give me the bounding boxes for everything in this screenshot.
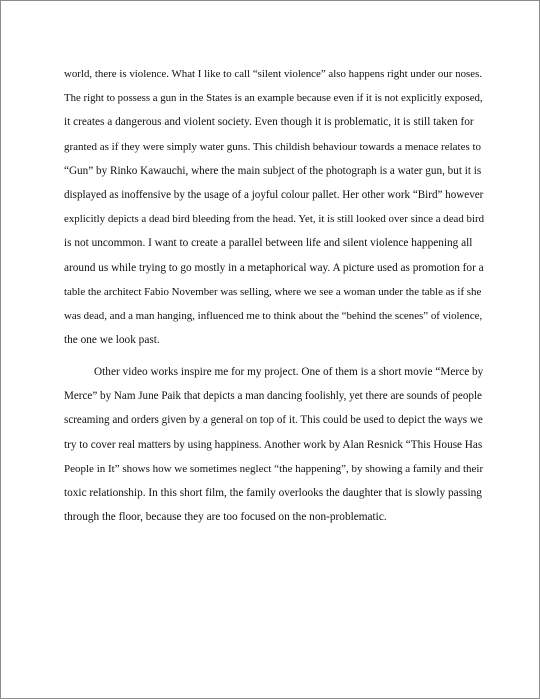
text-line: the one we look past.	[64, 334, 160, 347]
text-line: The right to possess a gun in the States is an example because even if it is not explicitly exposed,	[64, 92, 483, 105]
text-line: screaming and orders given by a general on top of it. This could be used to depict the ways we	[64, 414, 483, 427]
text-line: around us while trying to go mostly in a metaphorical way. A picture used as promotion for a	[64, 261, 484, 274]
text-line: through the floor, because they are too focused on the non-problematic.	[64, 511, 387, 524]
text-line: Merce” by Nam June Paik that depicts a man dancing foolishly, yet there are sounds of people	[64, 390, 482, 403]
text-line: granted as if they were simply water guns. This childish behaviour towards a menace relates to	[64, 140, 482, 153]
text-line: try to cover real matters by using happiness. Another work by Alan Resnick “This House Has	[64, 438, 483, 451]
text-line: People in It” shows how we sometimes neglect “the happening”, by showing a family and their	[64, 462, 484, 475]
text-line: is not uncommon. I want to create a parallel between life and silent violence happening all	[64, 237, 473, 250]
text-line: explicitly depicts a dead bird bleeding from the head. Yet, it is still looked over since a dead bird	[64, 213, 485, 226]
text-line: Other video works inspire me for my project. One of them is a short movie “Merce by	[94, 366, 484, 378]
text-line: “Gun” by Rinko Kawauchi, where the main subject of the photograph is a water gun, but it is	[64, 164, 482, 177]
text-line: world, there is violence. What I like to call “silent violence” also happens right under our noses.	[64, 68, 483, 80]
text-line: was dead, and a man hanging, influenced me to think about the “behind the scenes” of violence,	[64, 309, 483, 322]
text-line: table the architect Fabio November was selling, where we see a woman under the table as if she	[64, 285, 482, 298]
paragraph-2	[64, 360, 484, 529]
paragraph-1	[64, 62, 484, 352]
text-line: displayed as inoffensive by the usage of a joyful colour pallet. Her other work “Bird” however	[64, 188, 484, 201]
text-line: it creates a dangerous and violent society. Even though it is problematic, it is still taken for	[64, 116, 474, 129]
text-line: toxic relationship. In this short film, the family overlooks the daughter that is slowly passing	[64, 486, 482, 499]
